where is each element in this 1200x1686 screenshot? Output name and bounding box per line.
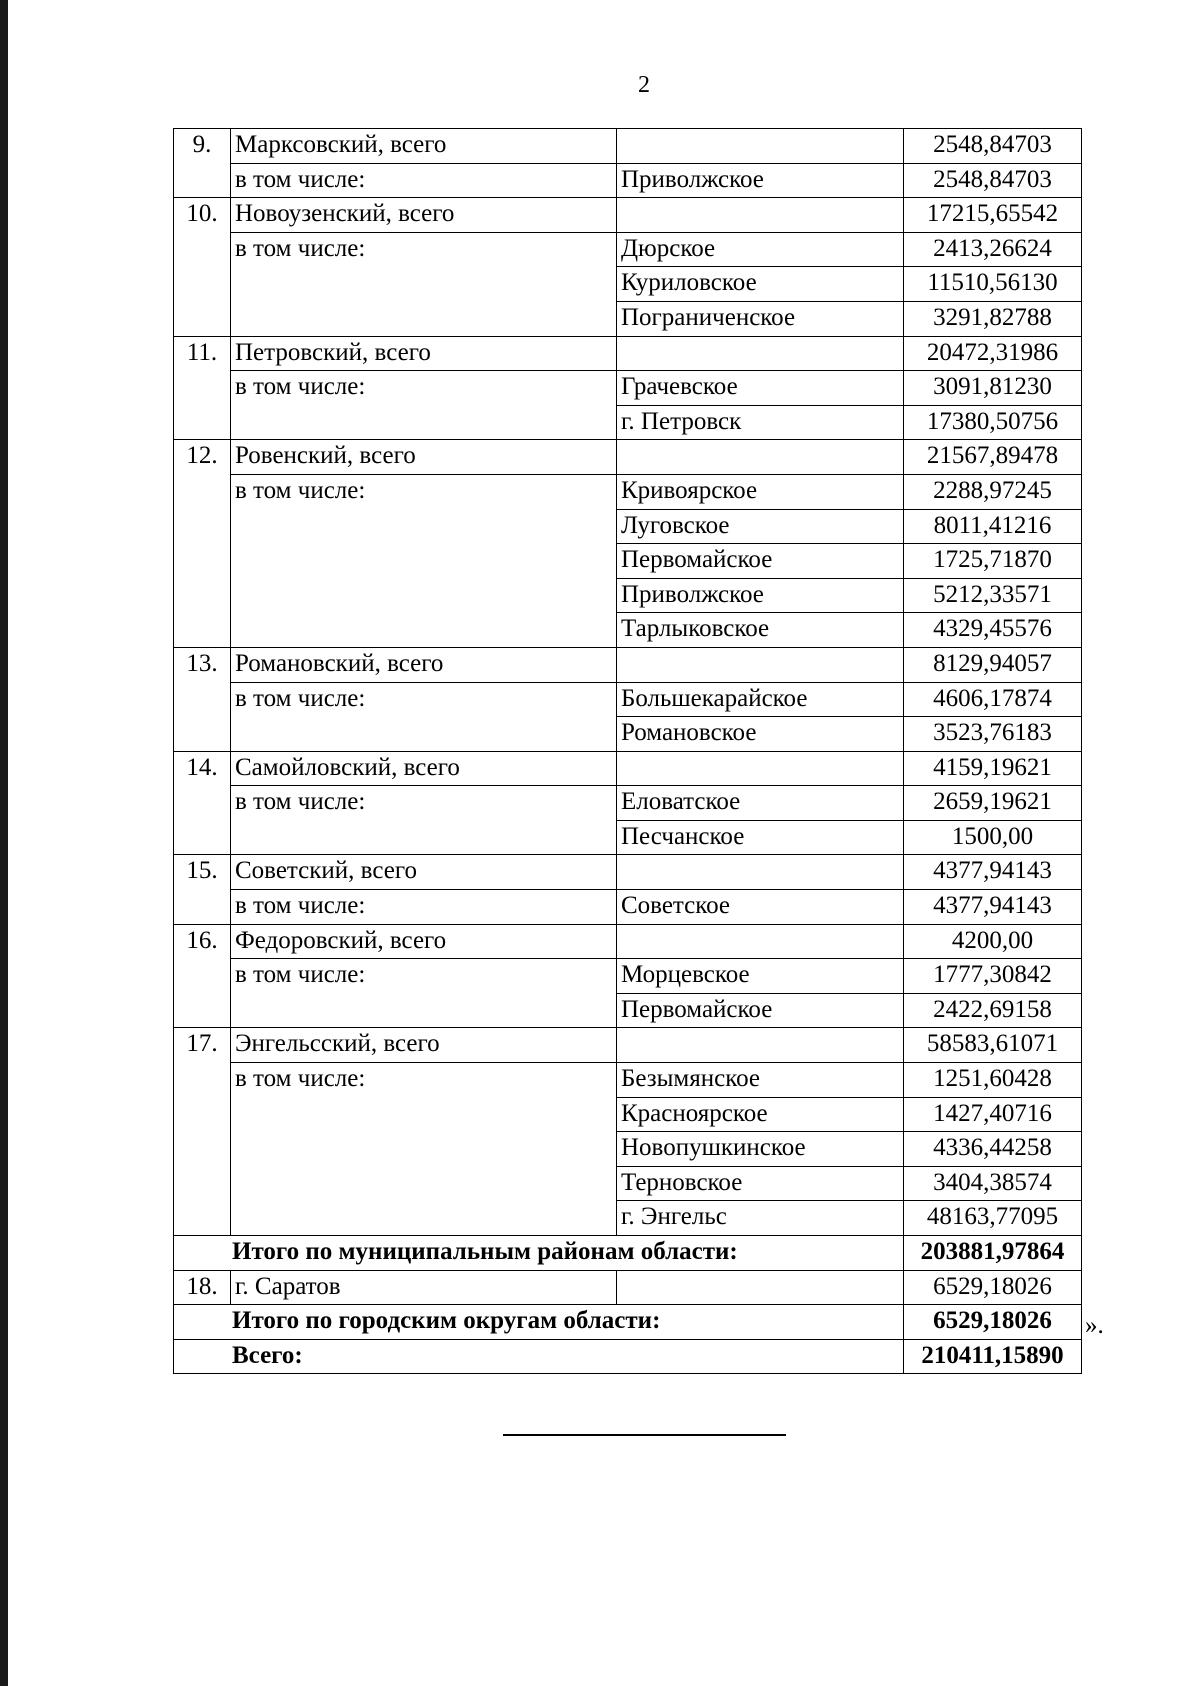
empty-cell: [231, 405, 617, 440]
city-name: г. Саратов: [231, 1270, 617, 1305]
district-row: [174, 198, 1082, 233]
settlement-value: 1500,00: [904, 820, 1082, 855]
empty-number-cell: [174, 1132, 231, 1167]
settlement-row: [174, 163, 1082, 198]
city-value: 6529,18026: [904, 1270, 1082, 1305]
empty-cell: [231, 1097, 617, 1132]
district-row: [174, 1028, 1082, 1063]
district-number: 16.: [174, 924, 231, 959]
settlement-value: 4606,17874: [904, 682, 1082, 717]
empty-cell: [617, 924, 904, 959]
settlement-value: 3091,81230: [904, 371, 1082, 406]
settlement-name: Приволжское: [617, 578, 904, 613]
empty-number-cell: [174, 1201, 231, 1236]
district-row: [174, 129, 1082, 164]
settlement-value: 2422,69158: [904, 993, 1082, 1028]
settlement-value: 8011,41216: [904, 509, 1082, 544]
city-total-row-value: 6529,18026: [904, 1305, 1082, 1340]
empty-number-cell: [174, 890, 231, 925]
including-label: в том числе:: [231, 371, 617, 406]
district-total: 2548,84703: [904, 129, 1082, 164]
settlement-value: 2288,97245: [904, 474, 1082, 509]
grand-total-row: [174, 1339, 1082, 1374]
district-total: 21567,89478: [904, 440, 1082, 475]
empty-cell: [231, 613, 617, 648]
district-number: 17.: [174, 1028, 231, 1063]
settlement-name: Морцевское: [617, 959, 904, 994]
settlement-row: [174, 301, 1082, 336]
district-name: Энгельсский, всего: [231, 1028, 617, 1063]
settlement-row: [174, 613, 1082, 648]
settlement-name: Романовское: [617, 717, 904, 752]
city-total-row: [174, 1305, 1082, 1340]
empty-number-cell: [174, 1097, 231, 1132]
district-total: 4159,19621: [904, 751, 1082, 786]
district-number: 11.: [174, 336, 231, 371]
district-name: Самойловский, всего: [231, 751, 617, 786]
empty-cell: [617, 440, 904, 475]
empty-number-cell: [174, 371, 231, 406]
settlement-row: [174, 890, 1082, 925]
scan-edge: [0, 0, 8, 1686]
settlement-row: [174, 371, 1082, 406]
empty-cell: [617, 1028, 904, 1063]
settlement-value: 17380,50756: [904, 405, 1082, 440]
districts-total-row-label: Итого по муниципальным районам области:: [174, 1236, 904, 1271]
settlement-value: 3523,76183: [904, 717, 1082, 752]
empty-number-cell: [174, 163, 231, 198]
settlement-name: Еловатское: [617, 786, 904, 821]
settlement-name: Большекарайское: [617, 682, 904, 717]
empty-number-cell: [174, 959, 231, 994]
settlement-name: г. Петровск: [617, 405, 904, 440]
city-row: [174, 1270, 1082, 1305]
district-number: 13.: [174, 647, 231, 682]
including-label: в том числе:: [231, 959, 617, 994]
district-name: Федоровский, всего: [231, 924, 617, 959]
empty-number-cell: [174, 993, 231, 1028]
empty-cell: [231, 993, 617, 1028]
empty-cell: [231, 1166, 617, 1201]
settlement-row: [174, 682, 1082, 717]
including-label: в том числе:: [231, 682, 617, 717]
settlement-value: 48163,77095: [904, 1201, 1082, 1236]
including-label: в том числе:: [231, 232, 617, 267]
empty-number-cell: [174, 405, 231, 440]
settlement-name: Тарлыковское: [617, 613, 904, 648]
empty-cell: [617, 1270, 904, 1305]
empty-number-cell: [174, 820, 231, 855]
settlement-value: 5212,33571: [904, 578, 1082, 613]
settlement-name: Кривоярское: [617, 474, 904, 509]
settlement-value: 1777,30842: [904, 959, 1082, 994]
settlement-name: Дюрское: [617, 232, 904, 267]
settlement-value: 1725,71870: [904, 544, 1082, 579]
district-name: Романовский, всего: [231, 647, 617, 682]
settlement-name: Первомайское: [617, 993, 904, 1028]
settlement-name: Луговское: [617, 509, 904, 544]
city-number: 18.: [174, 1270, 231, 1305]
empty-cell: [231, 820, 617, 855]
settlement-row: [174, 1097, 1082, 1132]
empty-cell: [231, 1201, 617, 1236]
empty-number-cell: [174, 786, 231, 821]
settlement-value: 4377,94143: [904, 890, 1082, 925]
district-total: 8129,94057: [904, 647, 1082, 682]
empty-number-cell: [174, 1166, 231, 1201]
allocation-table: [173, 128, 1082, 1374]
district-name: Петровский, всего: [231, 336, 617, 371]
district-name: Марксовский, всего: [231, 129, 617, 164]
district-row: [174, 924, 1082, 959]
empty-cell: [231, 267, 617, 302]
empty-cell: [231, 1132, 617, 1167]
settlement-name: г. Энгельс: [617, 1201, 904, 1236]
empty-cell: [617, 336, 904, 371]
settlement-row: [174, 544, 1082, 579]
empty-number-cell: [174, 613, 231, 648]
settlement-row: [174, 820, 1082, 855]
district-total: 4377,94143: [904, 855, 1082, 890]
empty-number-cell: [174, 682, 231, 717]
settlement-row: [174, 1132, 1082, 1167]
settlement-value: 11510,56130: [904, 267, 1082, 302]
settlement-row: [174, 1063, 1082, 1098]
empty-cell: [617, 647, 904, 682]
grand-total-row-value: 210411,15890: [904, 1339, 1082, 1374]
settlement-row: [174, 509, 1082, 544]
settlement-row: [174, 993, 1082, 1028]
district-total: 4200,00: [904, 924, 1082, 959]
empty-number-cell: [174, 267, 231, 302]
settlement-row: [174, 267, 1082, 302]
district-number: 15.: [174, 855, 231, 890]
settlement-name: Пограниченское: [617, 301, 904, 336]
empty-cell: [617, 198, 904, 233]
settlement-value: 1427,40716: [904, 1097, 1082, 1132]
district-total: 20472,31986: [904, 336, 1082, 371]
settlement-row: [174, 578, 1082, 613]
settlement-row: [174, 786, 1082, 821]
city-total-row-label: Итого по городским округам области:: [174, 1305, 904, 1340]
empty-cell: [617, 751, 904, 786]
settlement-row: [174, 959, 1082, 994]
allocation-table-body: [174, 129, 1082, 1374]
including-label: в том числе:: [231, 474, 617, 509]
district-number: 10.: [174, 198, 231, 233]
district-total: 17215,65542: [904, 198, 1082, 233]
districts-total-row: [174, 1236, 1082, 1271]
including-label: в том числе:: [231, 890, 617, 925]
district-number: 9.: [174, 129, 231, 164]
settlement-name: Безымянское: [617, 1063, 904, 1098]
settlement-row: [174, 405, 1082, 440]
district-number: 12.: [174, 440, 231, 475]
district-name: Ровенский, всего: [231, 440, 617, 475]
settlement-row: [174, 717, 1082, 752]
empty-number-cell: [174, 578, 231, 613]
empty-number-cell: [174, 717, 231, 752]
settlement-row: [174, 474, 1082, 509]
empty-number-cell: [174, 474, 231, 509]
empty-cell: [617, 855, 904, 890]
district-total: 58583,61071: [904, 1028, 1082, 1063]
settlement-name: Красноярское: [617, 1097, 904, 1132]
settlement-value: 3404,38574: [904, 1166, 1082, 1201]
settlement-name: Грачевское: [617, 371, 904, 406]
settlement-value: 2659,19621: [904, 786, 1082, 821]
district-row: [174, 336, 1082, 371]
empty-number-cell: [174, 232, 231, 267]
including-label: в том числе:: [231, 163, 617, 198]
district-name: Новоузенский, всего: [231, 198, 617, 233]
settlement-name: Новопушкинское: [617, 1132, 904, 1167]
settlement-value: 2413,26624: [904, 232, 1082, 267]
empty-number-cell: [174, 544, 231, 579]
settlement-value: 1251,60428: [904, 1063, 1082, 1098]
district-name: Советский, всего: [231, 855, 617, 890]
empty-cell: [231, 717, 617, 752]
settlement-name: Приволжское: [617, 163, 904, 198]
closing-quote: ».: [1085, 1312, 1104, 1339]
district-number: 14.: [174, 751, 231, 786]
settlement-value: 4336,44258: [904, 1132, 1082, 1167]
settlement-value: 3291,82788: [904, 301, 1082, 336]
settlement-name: Терновское: [617, 1166, 904, 1201]
settlement-value: 2548,84703: [904, 163, 1082, 198]
settlement-value: 4329,45576: [904, 613, 1082, 648]
settlement-name: Первомайское: [617, 544, 904, 579]
settlement-name: Советское: [617, 890, 904, 925]
district-row: [174, 647, 1082, 682]
empty-number-cell: [174, 1063, 231, 1098]
settlement-row: [174, 1166, 1082, 1201]
empty-cell: [617, 129, 904, 164]
empty-cell: [231, 544, 617, 579]
empty-cell: [231, 301, 617, 336]
settlement-name: Песчанское: [617, 820, 904, 855]
settlement-name: Куриловское: [617, 267, 904, 302]
districts-total-row-value: 203881,97864: [904, 1236, 1082, 1271]
page-number: 2: [638, 72, 650, 98]
including-label: в том числе:: [231, 1063, 617, 1098]
district-row: [174, 751, 1082, 786]
district-row: [174, 855, 1082, 890]
empty-cell: [231, 509, 617, 544]
empty-number-cell: [174, 301, 231, 336]
end-divider-line: [503, 1434, 786, 1436]
empty-cell: [231, 578, 617, 613]
empty-number-cell: [174, 509, 231, 544]
settlement-row: [174, 232, 1082, 267]
including-label: в том числе:: [231, 786, 617, 821]
district-row: [174, 440, 1082, 475]
grand-total-row-label: Всего:: [174, 1339, 904, 1374]
settlement-row: [174, 1201, 1082, 1236]
